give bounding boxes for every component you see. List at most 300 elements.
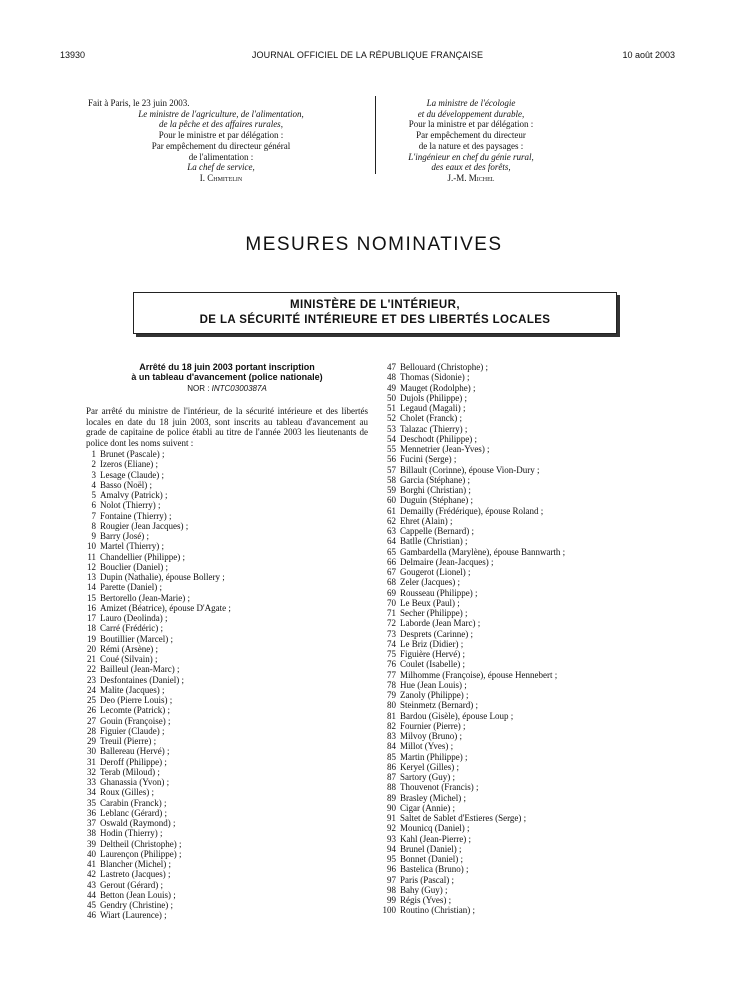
list-item xyxy=(80,603,370,613)
list-item-number: 65 xyxy=(387,546,396,557)
list-item-name: Oswald (Raymond) ; xyxy=(100,818,176,828)
list-item-name: Coué (Silvain) ; xyxy=(100,654,158,664)
list-item xyxy=(380,495,700,505)
delegation-line3: de l'alimentation : xyxy=(188,151,254,162)
list-item xyxy=(80,808,370,818)
delegation-line1: Pour le ministre et par délégation : xyxy=(158,130,284,141)
list-item xyxy=(380,762,700,772)
list-item xyxy=(80,552,370,562)
list-item xyxy=(380,608,700,618)
list-item-number: 100 xyxy=(382,905,396,916)
arrete-title xyxy=(100,362,354,382)
list-item xyxy=(80,695,370,705)
list-item xyxy=(380,424,700,434)
list-item-name: Fournier (Pierre) ; xyxy=(400,720,466,731)
list-item xyxy=(80,859,370,869)
ministry-box xyxy=(133,292,617,334)
list-item-name: Mauget (Rodolphe) ; xyxy=(400,382,476,393)
list-item xyxy=(380,711,700,721)
list-item xyxy=(380,454,700,464)
list-item xyxy=(80,459,370,469)
list-item-name: Bailleul (Jean-Marc) ; xyxy=(100,664,180,675)
column-divider xyxy=(375,96,376,174)
list-item-number: 41 xyxy=(87,859,96,869)
list-item-name: Legaud (Magali) ; xyxy=(400,403,466,413)
list-item-name: Hodin (Thierry) ; xyxy=(100,828,163,839)
list-item xyxy=(80,716,370,726)
list-item xyxy=(80,490,370,500)
list-item xyxy=(380,844,700,854)
list-item xyxy=(380,721,700,731)
list-item-number: 56 xyxy=(387,454,396,465)
list-item-number: 73 xyxy=(387,628,396,639)
list-item xyxy=(380,813,700,823)
list-item xyxy=(380,588,700,598)
list-item-number: 23 xyxy=(87,674,96,685)
list-item-name: Parette (Daniel) ; xyxy=(100,582,162,593)
list-item-name: Lesage (Claude) ; xyxy=(100,469,164,480)
list-item-name: Bouclier (Daniel) ; xyxy=(100,561,168,572)
list-item-name: Rousseau (Philippe) ; xyxy=(400,587,478,598)
list-item xyxy=(80,828,370,838)
signatory-name: I. Chmitelin xyxy=(199,172,243,183)
list-item-name: Chandellier (Philippe) ; xyxy=(100,551,185,562)
list-item xyxy=(380,690,700,700)
list-item xyxy=(80,798,370,808)
list-item-name: Desfontaines (Daniel) ; xyxy=(100,674,184,685)
list-item-name: Paris (Pascal) ; xyxy=(400,874,454,885)
list-item-number: 83 xyxy=(387,731,396,741)
list-item-number: 49 xyxy=(387,382,396,393)
list-item-name: Rémi (Arsène) ; xyxy=(100,643,158,654)
list-item-name: Deroff (Philippe) ; xyxy=(100,756,167,767)
list-item xyxy=(80,705,370,715)
list-item-name: Bahy (Guy) ; xyxy=(400,884,448,895)
list-item-number: 24 xyxy=(87,684,96,695)
list-item-number: 12 xyxy=(87,561,96,572)
list-item xyxy=(380,864,700,874)
list-item xyxy=(380,680,700,690)
list-item-name: Fucini (Serge) ; xyxy=(400,454,457,465)
list-item xyxy=(380,383,700,393)
list-item-name: Coulet (Isabelle) ; xyxy=(400,659,465,670)
list-item-name: Dupin (Nathalie), épouse Bollery ; xyxy=(100,572,225,582)
list-item-name: Ehret (Alain) ; xyxy=(400,515,453,526)
signatory-role-line1: L'ingénieur en chef du génie rural, xyxy=(408,151,534,162)
list-item-name: Terab (Miloud) ; xyxy=(100,766,160,777)
list-item-number: 32 xyxy=(87,766,96,777)
delegation-line2: Par empêchement du directeur xyxy=(416,130,526,141)
list-item-name: Gougerot (Lionel) ; xyxy=(400,567,471,577)
list-item-name: Deltheil (Christophe) ; xyxy=(100,838,182,849)
list-item-name: Hue (Jean Louis) ; xyxy=(400,679,467,690)
list-item-name: Laborde (Jean Marc) ; xyxy=(400,618,481,629)
list-item xyxy=(380,393,700,403)
delegation-line1: Pour la ministre et par délégation : xyxy=(408,119,534,130)
list-item-name: Izeros (Eliane) ; xyxy=(100,459,158,470)
list-item-number: 43 xyxy=(87,879,96,890)
list-item-name: Zeler (Jacques) ; xyxy=(400,577,460,588)
list-item-number: 5 xyxy=(91,490,96,500)
list-item-number: 63 xyxy=(387,526,396,536)
list-item-name: Saltet de Sablet d'Estieres (Serge) ; xyxy=(400,813,527,823)
list-item-number: 8 xyxy=(91,520,96,531)
list-item xyxy=(80,910,370,920)
list-item-name: Leblanc (Gérard) ; xyxy=(100,807,167,818)
list-item xyxy=(80,787,370,797)
list-item xyxy=(380,618,700,628)
signature-place-date: Fait à Paris, le 23 juin 2003. xyxy=(88,98,190,108)
list-item-name: Bastelica (Bruno) ; xyxy=(400,864,469,875)
list-item-name: Millot (Yves) ; xyxy=(400,741,454,752)
list-item xyxy=(380,731,700,741)
list-item-number: 50 xyxy=(387,392,396,403)
list-item-name: Deo (Pierre Louis) ; xyxy=(100,695,173,705)
list-item-name: Talazac (Thierry) ; xyxy=(400,423,468,434)
list-item-number: 17 xyxy=(87,613,96,623)
list-item-name: Blancher (Michel) ; xyxy=(100,859,171,869)
list-item-number: 92 xyxy=(387,823,396,834)
list-item-number: 34 xyxy=(87,787,96,798)
list-item-name: Milvoy (Bruno) ; xyxy=(400,731,462,741)
list-item-number: 14 xyxy=(87,582,96,593)
minister-title-line2: de la pêche et des affaires rurales, xyxy=(159,119,283,130)
names-list-left xyxy=(80,449,370,921)
list-item-number: 89 xyxy=(387,792,396,803)
list-item-name: Lastreto (Jacques) ; xyxy=(100,869,171,880)
list-item-name: Demailly (Frédérique), épouse Roland ; xyxy=(400,505,544,516)
list-item-number: 40 xyxy=(87,848,96,859)
nor-code: INTC0300387A xyxy=(211,384,267,393)
list-item-number: 4 xyxy=(91,479,96,490)
list-item-number: 99 xyxy=(387,895,396,905)
list-item-name: Bardou (Gisèle), épouse Loup ; xyxy=(400,710,514,721)
list-item-number: 52 xyxy=(387,413,396,424)
list-item xyxy=(80,470,370,480)
section-title: MESURES NOMINATIVES xyxy=(245,234,503,255)
names-list-right xyxy=(380,362,700,916)
ministry-line2: DE LA SÉCURITÉ INTÉRIEURE ET DES LIBERTÉS LOCALES xyxy=(199,314,551,326)
list-item xyxy=(80,449,370,459)
list-item xyxy=(80,511,370,521)
list-item-number: 96 xyxy=(387,864,396,875)
ministry-line1: MINISTÈRE DE L'INTÉRIEUR, xyxy=(290,299,460,311)
list-item-name: Steinmetz (Bernard) ; xyxy=(400,700,478,711)
list-item xyxy=(380,670,700,680)
arrete-intro: Par arrêté du ministre de l'intérieur, de la sécurité intérieure et des libertés locales en date du 18 juin 2003, sont inscrits au tableau d'avancement au grade de capitaine de police établi au titre de l'année 2003 les lieutenants de police dont les noms suivent : xyxy=(86,406,368,448)
list-item xyxy=(80,685,370,695)
nor-reference xyxy=(100,384,354,393)
list-item-number: 69 xyxy=(387,587,396,598)
list-item-number: 10 xyxy=(87,541,96,552)
list-item-name: Batlle (Christian) ; xyxy=(400,536,468,547)
list-item-number: 35 xyxy=(87,797,96,808)
list-item xyxy=(380,895,700,905)
list-item-name: Martin (Philippe) ; xyxy=(400,751,468,762)
list-item-number: 55 xyxy=(387,444,396,454)
list-item xyxy=(80,582,370,592)
list-item-name: Mounicq (Daniel) ; xyxy=(400,823,470,834)
list-item-number: 20 xyxy=(87,643,96,654)
list-item-name: Rougier (Jean Jacques) ; xyxy=(100,520,189,531)
list-item-name: Desprets (Carinne) ; xyxy=(400,628,473,639)
list-item-name: Bonnet (Daniel) ; xyxy=(400,854,463,864)
list-item-number: 3 xyxy=(91,469,96,480)
list-item xyxy=(380,649,700,659)
signatory-name: J.-M. Michel xyxy=(447,172,495,183)
list-item-number: 68 xyxy=(387,577,396,588)
list-item-name: Thouvenot (Francis) ; xyxy=(400,782,479,793)
arrete-title-line2: à un tableau d'avancement (police nationale) xyxy=(131,372,323,382)
list-item xyxy=(80,644,370,654)
list-item-number: 72 xyxy=(387,618,396,629)
list-item-number: 98 xyxy=(387,884,396,895)
list-item-number: 29 xyxy=(87,736,96,746)
list-item-number: 91 xyxy=(387,813,396,823)
list-item-number: 62 xyxy=(387,515,396,526)
list-item xyxy=(380,485,700,495)
list-item xyxy=(380,639,700,649)
page-header xyxy=(60,50,675,64)
list-item-number: 64 xyxy=(387,536,396,547)
list-item-number: 33 xyxy=(87,777,96,787)
list-item xyxy=(380,465,700,475)
list-item-name: Figuière (Hervé) ; xyxy=(400,649,465,659)
nor-label: NOR : xyxy=(187,384,212,393)
list-item-number: 81 xyxy=(387,710,396,721)
list-item xyxy=(380,506,700,516)
list-item xyxy=(80,634,370,644)
minister-title-line2: et du développement durable, xyxy=(417,108,525,119)
list-item xyxy=(380,557,700,567)
list-item-number: 86 xyxy=(387,761,396,772)
list-item-number: 44 xyxy=(87,889,96,900)
list-item-number: 27 xyxy=(87,715,96,726)
list-item xyxy=(80,480,370,490)
list-item-name: Thomas (Sidonie) ; xyxy=(400,372,470,383)
list-item xyxy=(380,372,700,382)
delegation-line2: Par empêchement du directeur général xyxy=(151,140,291,151)
list-item-number: 70 xyxy=(387,597,396,608)
list-item-number: 85 xyxy=(387,751,396,762)
list-item-name: Figuier (Claude) ; xyxy=(100,725,165,736)
list-item xyxy=(80,572,370,582)
list-item-number: 19 xyxy=(87,633,96,644)
list-item-name: Régis (Yves) ; xyxy=(400,895,452,905)
list-item xyxy=(80,521,370,531)
list-item xyxy=(380,403,700,413)
list-item xyxy=(380,834,700,844)
list-item xyxy=(80,900,370,910)
list-item-number: 36 xyxy=(87,807,96,818)
list-item-name: Betton (Jean Louis) ; xyxy=(100,889,176,900)
list-item-number: 42 xyxy=(87,869,96,880)
list-item-name: Barry (José) ; xyxy=(100,531,149,541)
list-item-number: 77 xyxy=(387,669,396,680)
list-item-number: 97 xyxy=(387,874,396,885)
list-item-name: Le Beux (Paul) ; xyxy=(400,597,460,608)
minister-title-line1: La ministre de l'écologie xyxy=(426,98,516,108)
list-item-name: Fontaine (Thierry) ; xyxy=(100,510,172,521)
list-item xyxy=(80,531,370,541)
list-item-number: 38 xyxy=(87,828,96,839)
list-item-name: Secher (Philippe) ; xyxy=(400,608,468,618)
list-item-number: 21 xyxy=(87,654,96,664)
list-item-number: 11 xyxy=(87,551,96,562)
list-item-number: 7 xyxy=(91,510,96,521)
signature-block-left xyxy=(88,98,354,184)
list-item-name: Lauro (Deolinda) ; xyxy=(100,613,168,623)
list-item-number: 47 xyxy=(387,362,396,372)
list-item-name: Malite (Jacques) ; xyxy=(100,684,165,695)
list-item-number: 93 xyxy=(387,833,396,844)
list-item xyxy=(80,849,370,859)
list-item-number: 54 xyxy=(387,433,396,444)
list-item-number: 90 xyxy=(387,802,396,813)
list-item-number: 75 xyxy=(387,649,396,659)
list-item-name: Martel (Thierry) ; xyxy=(100,541,164,552)
list-item-name: Mennetrier (Jean-Yves) ; xyxy=(400,444,490,454)
list-item xyxy=(80,654,370,664)
list-item-number: 1 xyxy=(91,449,96,459)
list-item-number: 67 xyxy=(387,567,396,577)
list-item-number: 48 xyxy=(387,372,396,383)
list-item xyxy=(380,875,700,885)
list-item-name: Amalvy (Patrick) ; xyxy=(100,490,168,500)
list-item-name: Ghanassia (Yvon) ; xyxy=(100,777,170,787)
issue-date: 10 août 2003 xyxy=(622,50,675,60)
list-item-number: 39 xyxy=(87,838,96,849)
page-number: 13930 xyxy=(60,50,86,60)
list-item-name: Roux (Gilles) ; xyxy=(100,787,154,798)
list-item-number: 71 xyxy=(387,608,396,618)
list-item-number: 88 xyxy=(387,782,396,793)
list-item-number: 57 xyxy=(387,464,396,475)
list-item-number: 16 xyxy=(87,602,96,613)
list-item xyxy=(380,793,700,803)
list-item-number: 18 xyxy=(87,623,96,634)
list-item-number: 2 xyxy=(91,459,96,470)
list-item-number: 22 xyxy=(87,664,96,675)
list-item-name: Gambardella (Marylène), épouse Bannwarth ; xyxy=(400,546,566,557)
list-item xyxy=(380,475,700,485)
list-item xyxy=(80,500,370,510)
list-item-number: 58 xyxy=(387,474,396,485)
list-item-number: 66 xyxy=(387,556,396,567)
list-item xyxy=(380,516,700,526)
list-item-name: Basso (Noël) ; xyxy=(100,479,152,490)
list-item-number: 74 xyxy=(387,638,396,649)
list-item-name: Boutillier (Marcel) ; xyxy=(100,633,173,644)
list-item-name: Carabin (Franck) ; xyxy=(100,797,167,808)
list-item-name: Kahl (Jean-Pierre) ; xyxy=(400,833,471,844)
list-item xyxy=(380,885,700,895)
list-item-name: Zanoly (Philippe) ; xyxy=(400,690,469,700)
minister-title-line1: Le ministre de l'agriculture, de l'alimentation, xyxy=(138,108,304,119)
list-item-number: 79 xyxy=(387,690,396,700)
signatory-role: La chef de service, xyxy=(187,162,255,173)
list-item-name: Lecomte (Patrick) ; xyxy=(100,705,170,716)
list-item-name: Bellouard (Christophe) ; xyxy=(400,362,488,372)
list-item xyxy=(80,562,370,572)
arrete-title-line1: Arrêté du 18 juin 2003 portant inscription xyxy=(139,362,315,372)
list-item xyxy=(380,700,700,710)
list-item xyxy=(80,767,370,777)
delegation-line3: de la nature et des paysages : xyxy=(418,140,524,151)
list-item xyxy=(80,736,370,746)
list-item-number: 46 xyxy=(87,910,96,921)
list-item-name: Amizet (Béatrice), épouse D'Agate ; xyxy=(100,602,231,613)
list-item-name: Gendry (Christine) ; xyxy=(100,900,173,910)
list-item-number: 25 xyxy=(87,695,96,705)
list-item-name: Sartory (Guy) ; xyxy=(400,772,455,782)
list-item xyxy=(380,547,700,557)
list-item xyxy=(80,613,370,623)
list-item xyxy=(380,567,700,577)
list-item-number: 37 xyxy=(87,818,96,828)
signatory-role-line2: des eaux et des forêts, xyxy=(431,162,511,173)
list-item-name: Duguin (Stéphane) ; xyxy=(400,495,473,506)
list-item-name: Gouin (Françoise) ; xyxy=(100,715,171,726)
list-item xyxy=(80,890,370,900)
list-item xyxy=(380,444,700,454)
list-item xyxy=(80,664,370,674)
list-item-name: Brunet (Pascale) ; xyxy=(100,449,165,459)
list-item-number: 6 xyxy=(91,500,96,511)
list-item-number: 80 xyxy=(387,700,396,711)
list-item-name: Wiart (Laurence) ; xyxy=(100,910,167,921)
list-item-number: 30 xyxy=(87,746,96,757)
list-item xyxy=(380,854,700,864)
list-item xyxy=(80,818,370,828)
list-item xyxy=(80,880,370,890)
list-item-name: Treuil (Pierre) ; xyxy=(100,736,157,746)
journal-title: JOURNAL OFFICIEL DE LA RÉPUBLIQUE FRANÇAISE xyxy=(251,50,484,60)
list-item-name: Dujols (Philippe) ; xyxy=(400,392,467,403)
list-item xyxy=(380,629,700,639)
list-item-name: Brasley (Michel) ; xyxy=(400,792,466,803)
list-item xyxy=(380,598,700,608)
list-item-name: Delmaire (Jean-Jacques) ; xyxy=(400,556,494,567)
list-item-number: 28 xyxy=(87,725,96,736)
list-item-name: Le Briz (Didier) ; xyxy=(400,638,464,649)
list-item-name: Bertorello (Jean-Marie) ; xyxy=(100,592,190,603)
list-item-number: 15 xyxy=(87,592,96,603)
list-item-number: 51 xyxy=(387,403,396,413)
list-item xyxy=(80,593,370,603)
list-item xyxy=(80,541,370,551)
list-item-name: Cappelle (Bernard) ; xyxy=(400,526,474,536)
list-item-number: 31 xyxy=(87,756,96,767)
list-item-number: 94 xyxy=(387,843,396,854)
list-item-name: Borghi (Christian) ; xyxy=(400,485,471,495)
list-item-name: Nolot (Thierry) ; xyxy=(100,500,161,511)
list-item xyxy=(380,772,700,782)
list-item-name: Cholet (Franck) ; xyxy=(400,413,462,424)
list-item-number: 13 xyxy=(87,572,96,582)
list-item-number: 60 xyxy=(387,495,396,506)
list-item-number: 87 xyxy=(387,772,396,782)
list-item xyxy=(380,752,700,762)
list-item-number: 78 xyxy=(387,679,396,690)
list-item xyxy=(380,782,700,792)
list-item-name: Milhomme (Françoise), épouse Hennebert ; xyxy=(400,669,558,680)
list-item-number: 9 xyxy=(91,531,96,541)
list-item-name: Cigar (Annie) ; xyxy=(400,802,455,813)
list-item xyxy=(380,536,700,546)
list-item-number: 84 xyxy=(387,741,396,752)
list-item-number: 45 xyxy=(87,900,96,910)
